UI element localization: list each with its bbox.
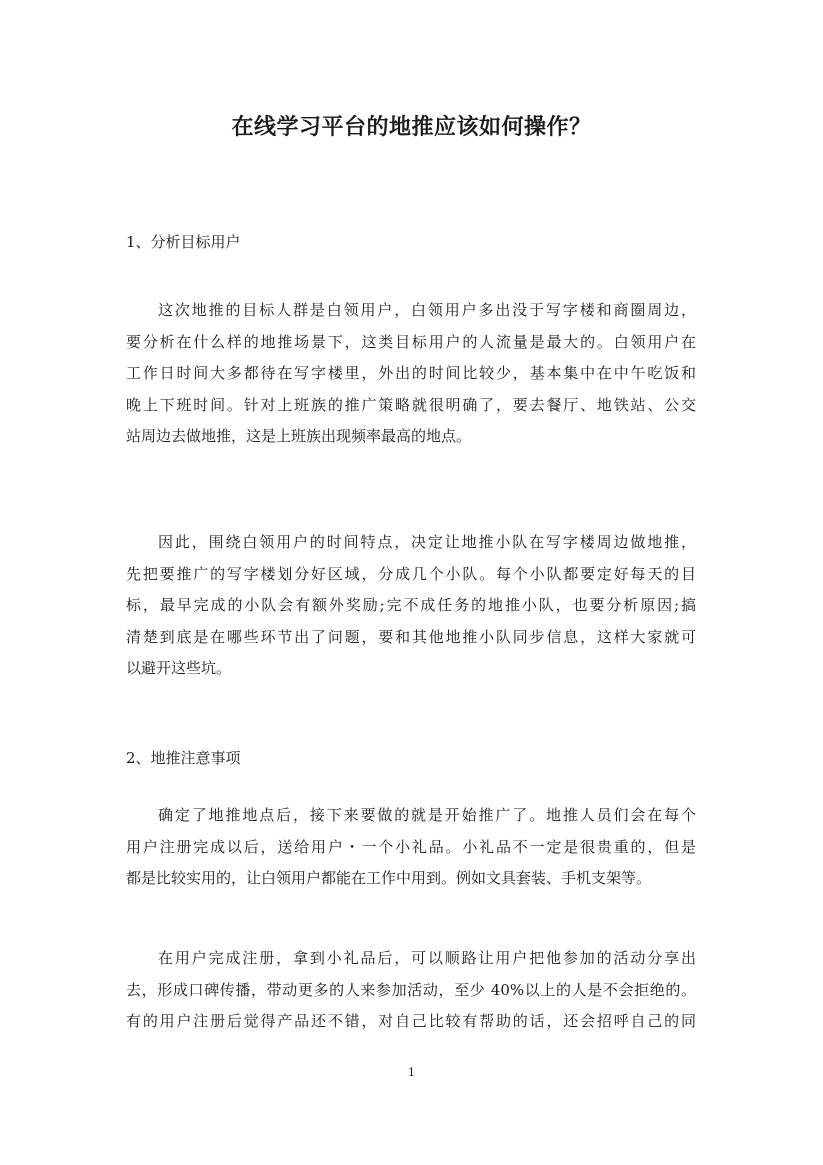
section-heading-2: 2、地推注意事项 xyxy=(126,749,241,767)
paragraph-line: 都是比较实用的，让白领用户都能在工作中用到。例如文具套装、手机支架等。 xyxy=(126,869,652,887)
page-number: 1 xyxy=(408,1066,415,1079)
paragraph-line: 因此，围绕白领用户的时间特点，决定让地推小队在写字楼周边做地推， xyxy=(158,533,696,551)
paragraph-line: 在用户完成注册，拿到小礼品后，可以顺路让用户把他参加的活动分享出 xyxy=(158,949,696,967)
paragraph-line: 要分析在什么样的地推场景下，这类目标用户的人流量是最大的。白领用户在 xyxy=(126,332,696,351)
paragraph-line: 以避开这些坑。 xyxy=(126,659,232,677)
paragraph-line: 用户注册完成以后，送给用户・一个小礼品。小礼品不一定是很贵重的，但是 xyxy=(126,837,696,856)
paragraph-line: 标，最早完成的小队会有额外奖励;完不成任务的地推小队，也要分析原因;搞 xyxy=(126,596,696,614)
paragraph-line: 去，形成口碑传播，带动更多的人来参加活动，至少 40%以上的人是不会拒绝的。 xyxy=(126,980,696,999)
paragraph-line: 先把要推广的写字楼划分好区域，分成几个小队。每个小队都要定好每天的目 xyxy=(126,564,696,583)
paragraph-line: 站周边去做地推，这是上班族出现频率最高的地点。 xyxy=(126,427,472,445)
paragraph-line: 工作日时间大多都待在写字楼里，外出的时间比较少，基本集中在中午吃饭和 xyxy=(126,364,696,382)
section-heading-1: 1、分析目标用户 xyxy=(126,233,241,251)
paragraph-line: 这次地推的目标人群是白领用户，白领用户多出没于写字楼和商圈周边， xyxy=(158,301,696,319)
paragraph-4 xyxy=(126,948,696,1043)
paragraph-line: 清楚到底是在哪些环节出了问题，要和其他地推小队同步信息，这样大家就可 xyxy=(126,627,696,646)
document-title: 在线学习平台的地推应该如何操作？ xyxy=(231,114,592,140)
paragraph-line: 确定了地推地点后，接下来要做的就是开始推广了。地推人员们会在每个 xyxy=(158,806,696,824)
paragraph-1 xyxy=(126,300,696,458)
paragraph-3 xyxy=(126,805,696,900)
paragraph-line: 有的用户注册后觉得产品还不错，对自己比较有帮助的话，还会招呼自己的同 xyxy=(126,1012,696,1030)
paragraph-2 xyxy=(126,532,696,690)
paragraph-line: 晚上下班时间。针对上班族的推广策略就很明确了，要去餐厅、地铁站、公交 xyxy=(126,395,696,414)
